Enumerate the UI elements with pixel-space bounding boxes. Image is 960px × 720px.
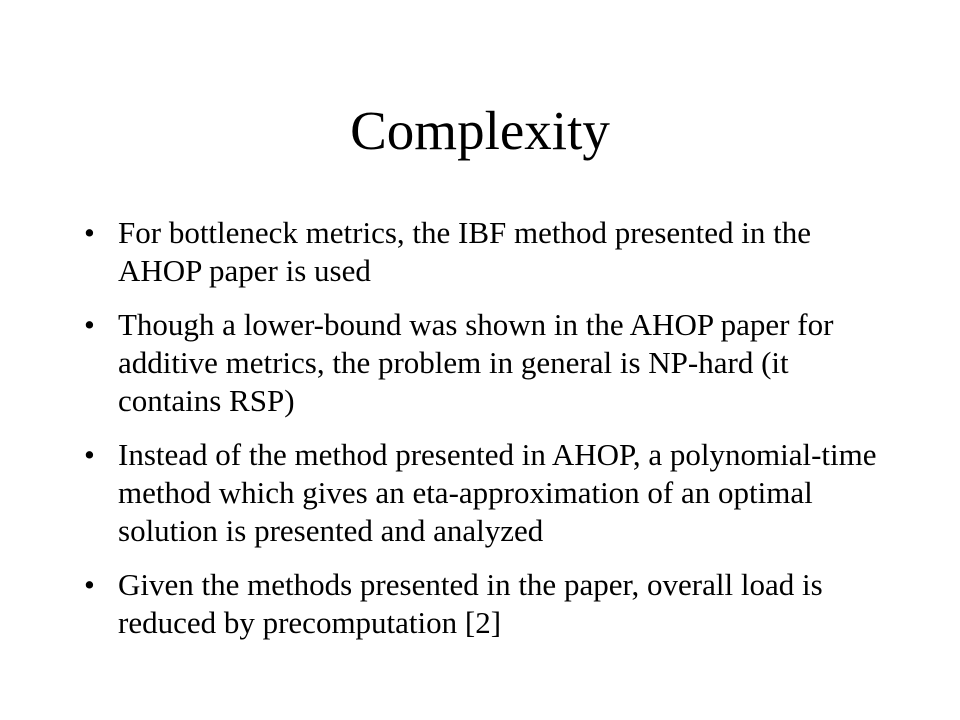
bullet-text: Instead of the method presented in AHOP, a polynomial-time method which gives an eta-approximation of an optimal solution is presented and analyzed bbox=[118, 437, 877, 548]
bullet-dot-icon: • bbox=[84, 215, 95, 250]
bullet-list bbox=[84, 214, 884, 658]
bullet-item-additive-metrics bbox=[84, 306, 884, 420]
bullet-item-polynomial-method bbox=[84, 436, 884, 550]
bullet-dot-icon: • bbox=[84, 567, 95, 602]
bullet-item-precomputation bbox=[84, 566, 884, 642]
bullet-text: Given the methods presented in the paper, overall load is reduced by precomputation [2] bbox=[118, 567, 823, 640]
bullet-item-bottleneck-metrics bbox=[84, 214, 884, 290]
bullet-text: For bottleneck metrics, the IBF method presented in the AHOP paper is used bbox=[118, 215, 812, 288]
bullet-text: Though a lower-bound was shown in the AHOP paper for additive metrics, the problem in general is NP-hard (it contains RSP) bbox=[118, 307, 834, 418]
slide-title: Complexity bbox=[350, 100, 610, 161]
bullet-dot-icon: • bbox=[84, 307, 95, 342]
bullet-dot-icon: • bbox=[84, 437, 95, 472]
